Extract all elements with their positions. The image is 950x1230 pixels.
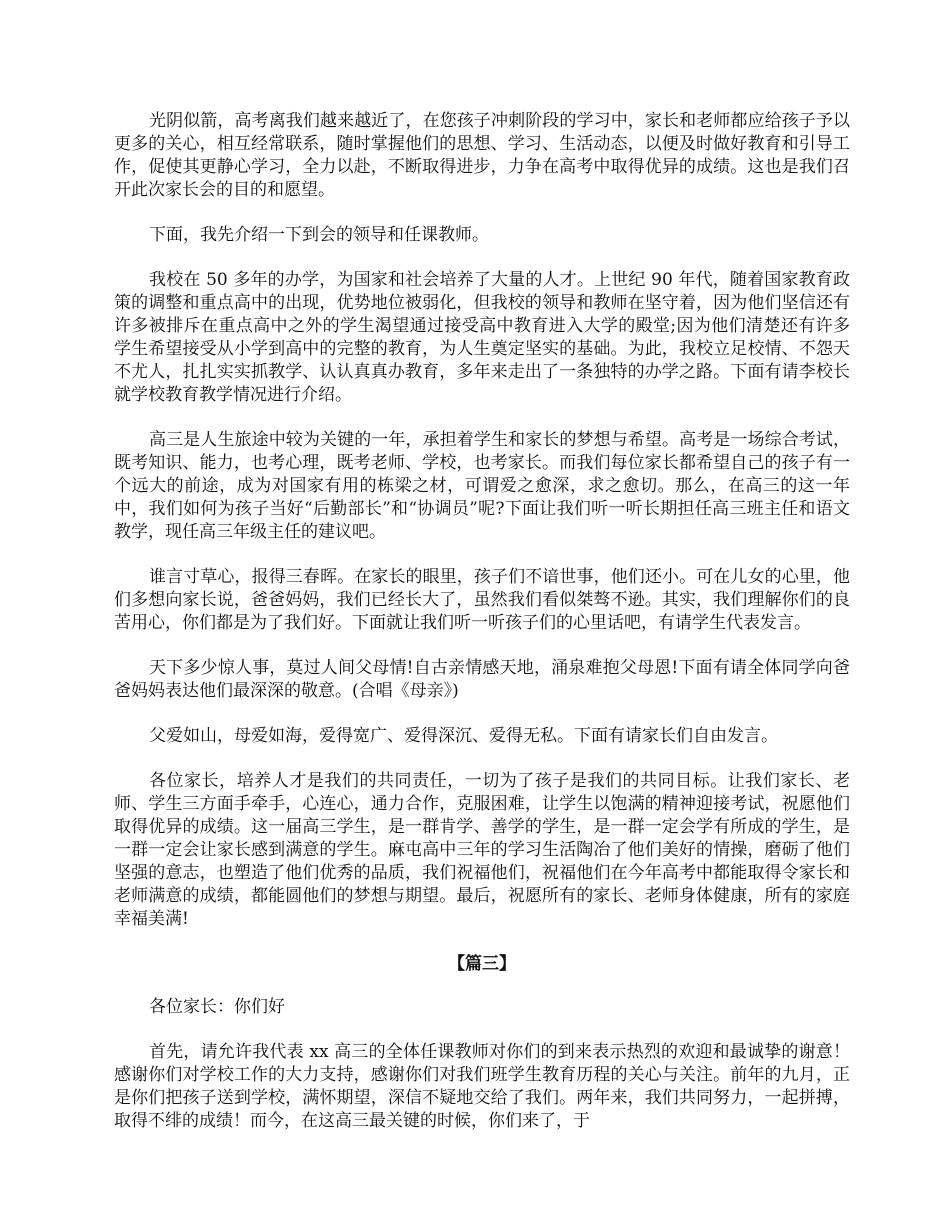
document-body [114,110,850,1155]
paragraph-welcome: 首先，请允许我代表 xx 高三的全体任课教师对你们的到来表示热烈的欢迎和最诚挚的谢意！感谢你们对学校工作的大力支持，感谢你们对我们班学生教育历程的关心与关注。前年的九月，正是你们把孩子送到学校，满怀期望，深信不疑地交给了我们。两年来，我们共同努力，一起拼搏，取得不绯的成绩！而今，在这高三最关键的时候，你们来了，于 [114,1042,850,1131]
paragraph-student-voice: 谁言寸草心，报得三春晖。在家长的眼里，孩子们不谙世事，他们还小。可在儿女的心里，他们多想向家长说，爸爸妈妈，我们已经长大了，虽然我们看似桀骜不逊。其实，我们理解你们的良苦用心，你们都是为了我们好。下面就让我们听一听孩子们的心里话吧，有请学生代表发言。 [114,567,850,633]
paragraph-intro: 光阴似箭，高考离我们越来越近了，在您孩子冲刺阶段的学习中，家长和老师都应给孩子予以更多的关心，相互经常联系，随时掌握他们的思想、学习、生活动态，以便及时做好教育和引导工作，促使其更静心学习，全力以赴，不断取得进步，力争在高考中取得优异的成绩。这也是我们召开此次家长会的目的和愿望。 [114,111,850,200]
greeting: 各位家长：你们好 [149,997,285,1017]
paragraph-chorus: 天下多少惊人事，莫过人间父母情!自古亲情感天地，涌泉难抱父母恩!下面有请全体同学向爸爸妈妈表达他们最深深的敬意。(合唱《母亲》) [114,658,850,701]
paragraph-senior-year: 高三是人生旅途中较为关键的一年，承担着学生和家长的梦想与希望。高考是一场综合考试，既考知识、能力，也考心理，既考老师、学校，也考家长。而我们每位家长都希望自己的孩子有一个远大的前途，成为对国家有用的栋梁之材，可谓爱之愈深，求之愈切。那么，在高三的这一年中，我们如何为孩子当好“后勤部长”和“协调员”呢?下面让我们听一听长期担任高三班主任和语文教学，现任高三年级主任的建议吧。 [114,430,850,542]
paragraph-parents-speak: 父爱如山，母爱如海，爱得宽广、爱得深沉、爱得无私。下面有请家长们自由发言。 [149,726,778,746]
section-title: 【篇三】 [448,954,516,974]
paragraph-introduce-staff: 下面，我先介绍一下到会的领导和任课教师。 [149,225,489,245]
paragraph-conclusion: 各位家长，培养人才是我们的共同责任，一切为了孩子是我们的共同目标。让我们家长、老师、学生三方面手牵手，心连心，通力合作，克服困难，让学生以饱满的精神迎接考试，祝愿他们取得优异的成绩。这一届高三学生，是一群肯学、善学的学生，是一群一定会学有所成的学生，是一群一定会让家长感到满意的学生。麻屯高中三年的学习生活陶冶了他们美好的情操，磨砺了他们坚强的意志，也塑造了他们优秀的品质，我们祝福他们，祝福他们在今年高考中都能取得令家长和老师满意的成绩，都能圆他们的梦想与期望。最后，祝愿所有的家长、老师身体健康，所有的家庭幸福美满! [114,771,850,929]
paragraph-school-history: 我校在 50 多年的办学，为国家和社会培养了大量的人才。上世纪 90 年代，随着国家教育政策的调整和重点高中的出现，优势地位被弱化，但我校的领导和教师在坚守着，因为他们坚信还有许多被排斥在重点高中之外的学生渴望通过接受高中教育进入大学的殿堂;因为他们清楚还有许多学生希望接受从小学到高中的完整的教育，为人生奠定坚实的基础。为此，我校立足校情、不怨天不尤人，扎扎实实抓教学、认认真真办教育，多年来走出了一条独特的办学之路。下面有请李校长就学校教育教学情况进行介绍。 [114,270,850,405]
